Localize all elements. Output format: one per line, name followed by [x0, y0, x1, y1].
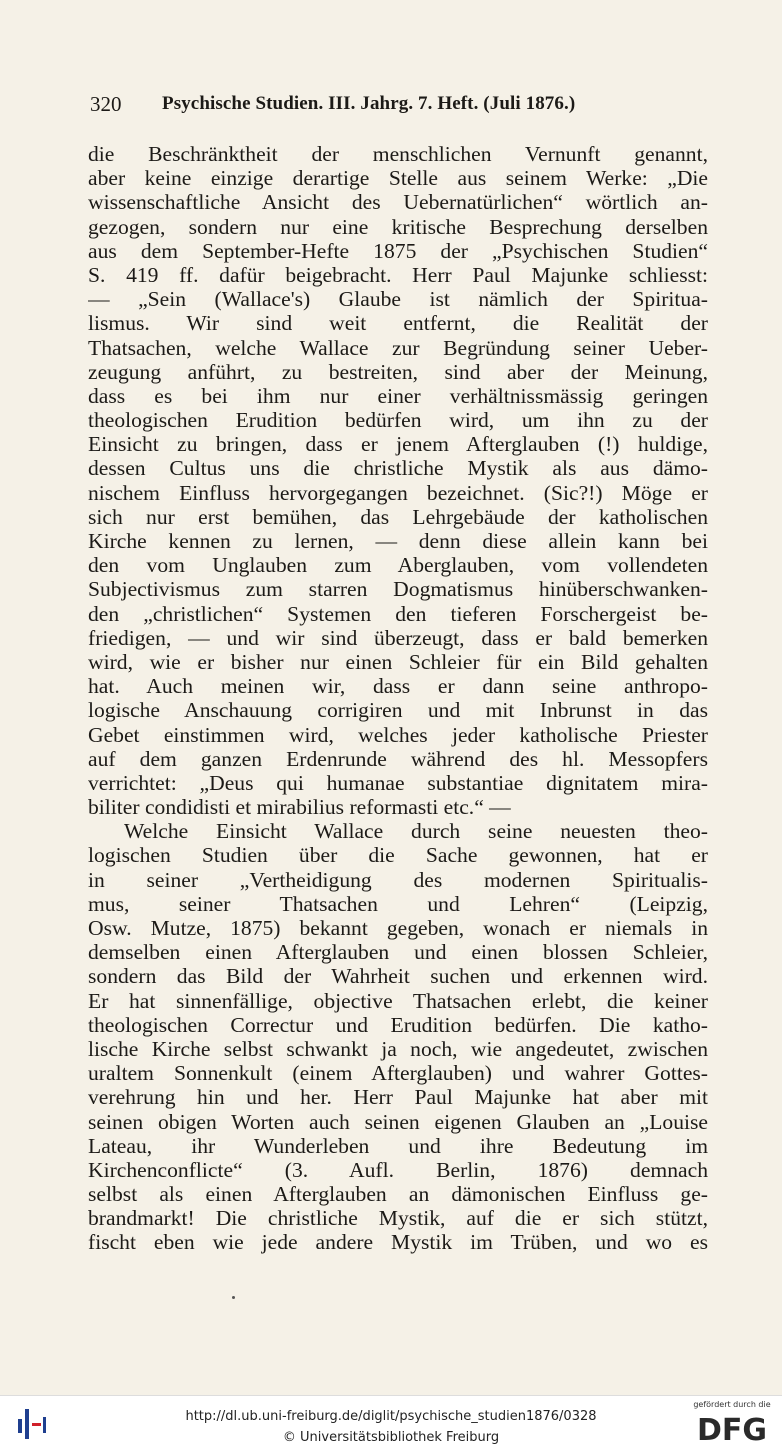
text-line: in seiner „Vertheidigung des modernen Spiritualis-	[88, 867, 708, 892]
text-line: S. 419 ff. dafür beigebracht. Herr Paul Majunke schliesst:	[88, 262, 708, 287]
text-line: hat. Auch meinen wir, dass er dann seine anthropo-	[88, 674, 708, 699]
text-line: gezogen, sondern nur eine kritische Besprechung derselben	[88, 214, 708, 239]
text-line: wissenschaftliche Ansicht des Uebernatürlichen“ wörtlich an-	[88, 190, 708, 215]
text-line: nischem Einfluss hervorgegangen bezeichnet. (Sic?!) Möge er	[88, 480, 708, 505]
text-line: dessen Cultus uns die christliche Mystik als aus dämo-	[88, 456, 708, 481]
text-line: verehrung hin und her. Herr Paul Majunke hat aber mit	[88, 1085, 708, 1110]
text-line: uraltem Sonnenkult (einem Afterglauben) und wahrer Gottes-	[88, 1061, 708, 1086]
source-url-link[interactable]: http://dl.ub.uni-freiburg.de/diglit/psychische_studien1876/0328	[185, 1409, 597, 1424]
text-line: Welche Einsicht Wallace durch seine neuesten theo-	[124, 819, 708, 844]
running-title: Psychische Studien. III. Jahrg. 7. Heft. (Juli 1876.)	[162, 93, 576, 114]
text-line: sondern das Bild der Wahrheit suchen und erkennen wird.	[88, 964, 708, 989]
page-number: 320	[90, 92, 122, 116]
text-line: demselben einen Afterglauben und einen blossen Schleier,	[88, 940, 708, 965]
text-line: Einsicht zu bringen, dass er jenem Afterglauben (!) huldige,	[88, 432, 708, 457]
copyright-notice: © Universitätsbibliothek Freiburg	[282, 1430, 500, 1445]
viewer-footer	[0, 1395, 782, 1451]
text-line: aber keine einzige derartige Stelle aus seinem Werke: „Die	[88, 166, 708, 191]
dfg-logo	[690, 1400, 774, 1446]
body-text	[88, 142, 708, 1255]
text-line: brandmarkt! Die christliche Mystik, auf die er sich stützt,	[88, 1206, 708, 1231]
text-line: seinen obigen Worten auch seinen eigenen Glauben an „Louise	[88, 1109, 708, 1134]
text-line: wird, wie er bisher nur einen Schleier für ein Bild gehalten	[88, 649, 708, 674]
library-logo-icon	[16, 1405, 48, 1443]
dfg-logo-text: DFG	[696, 1413, 768, 1446]
text-line: friedigen, — und wir sind überzeugt, dass er bald bemerken	[88, 625, 708, 650]
text-line: Gebet einstimmen wird, welches jeder katholische Priester	[88, 722, 708, 747]
text-line: fischt eben wie jede andere Mystik im Trüben, und wo es	[88, 1230, 708, 1255]
text-line: Kirchenconflicte“ (3. Aufl. Berlin, 1876) demnach	[88, 1157, 708, 1182]
text-line: selbst als einen Afterglauben an dämonischen Einfluss ge-	[88, 1182, 708, 1207]
text-line: lische Kirche selbst schwankt ja noch, wie angedeutet, zwischen	[88, 1036, 708, 1061]
text-line: Osw. Mutze, 1875) bekannt gegeben, wonach er niemals in	[88, 916, 708, 940]
text-line: den „christlichen“ Systemen den tieferen Forschergeist be-	[88, 601, 708, 626]
speck-mark	[232, 1296, 235, 1299]
text-line: den vom Unglauben zum Aberglauben, vom vollendeten	[88, 553, 708, 578]
text-line: zeugung anführt, zu bestreiten, sind aber der Meinung,	[88, 359, 708, 384]
text-line: dass es bei ihm nur einer verhältnissmässig geringen	[88, 383, 708, 408]
text-line: mus, seiner Thatsachen und Lehren“ (Leipzig,	[88, 891, 708, 916]
text-line: lismus. Wir sind weit entfernt, die Realität der	[88, 311, 708, 336]
text-line: die Beschränktheit der menschlichen Vernunft genannt,	[88, 142, 708, 166]
text-line: Lateau, ihr Wunderleben und ihre Bedeutung im	[88, 1133, 708, 1158]
text-line: biliter condidisti et mirabilius reformasti etc.“ —	[88, 795, 511, 820]
text-line: sich nur erst bemühen, das Lehrgebäude der katholischen	[88, 504, 708, 529]
dfg-logo-icon	[690, 1410, 774, 1446]
text-line: theologischen Correctur und Erudition bedürfen. Die katho-	[88, 1012, 708, 1037]
page-header	[86, 92, 706, 122]
text-line: logischen Studien über die Sache gewonnen, hat er	[88, 843, 708, 868]
text-line: auf dem ganzen Erdenrunde während des hl. Messopfers	[88, 746, 708, 771]
text-line: — „Sein (Wallace's) Glaube ist nämlich der Spiritua-	[88, 287, 708, 312]
dfg-caption: gefördert durch die	[693, 1400, 771, 1409]
text-line: verrichtet: „Deus qui humanae substantiae dignitatem mira-	[88, 770, 708, 795]
text-line: Thatsachen, welche Wallace zur Begründung seiner Ueber-	[88, 335, 708, 360]
text-line: Subjectivismus zum starren Dogmatismus hinüberschwanken-	[88, 577, 708, 602]
text-line: Kirche kennen zu lernen, — denn diese allein kann bei	[88, 529, 708, 553]
text-line: theologischen Erudition bedürfen wird, um ihn zu der	[88, 408, 708, 433]
text-line: Er hat sinnenfällige, objective Thatsachen erlebt, die keiner	[88, 988, 708, 1013]
text-line: aus dem September-Hefte 1875 der „Psychischen Studien“	[88, 238, 708, 263]
text-line: logische Anschauung corrigiren und mit Inbrunst in das	[88, 698, 708, 723]
